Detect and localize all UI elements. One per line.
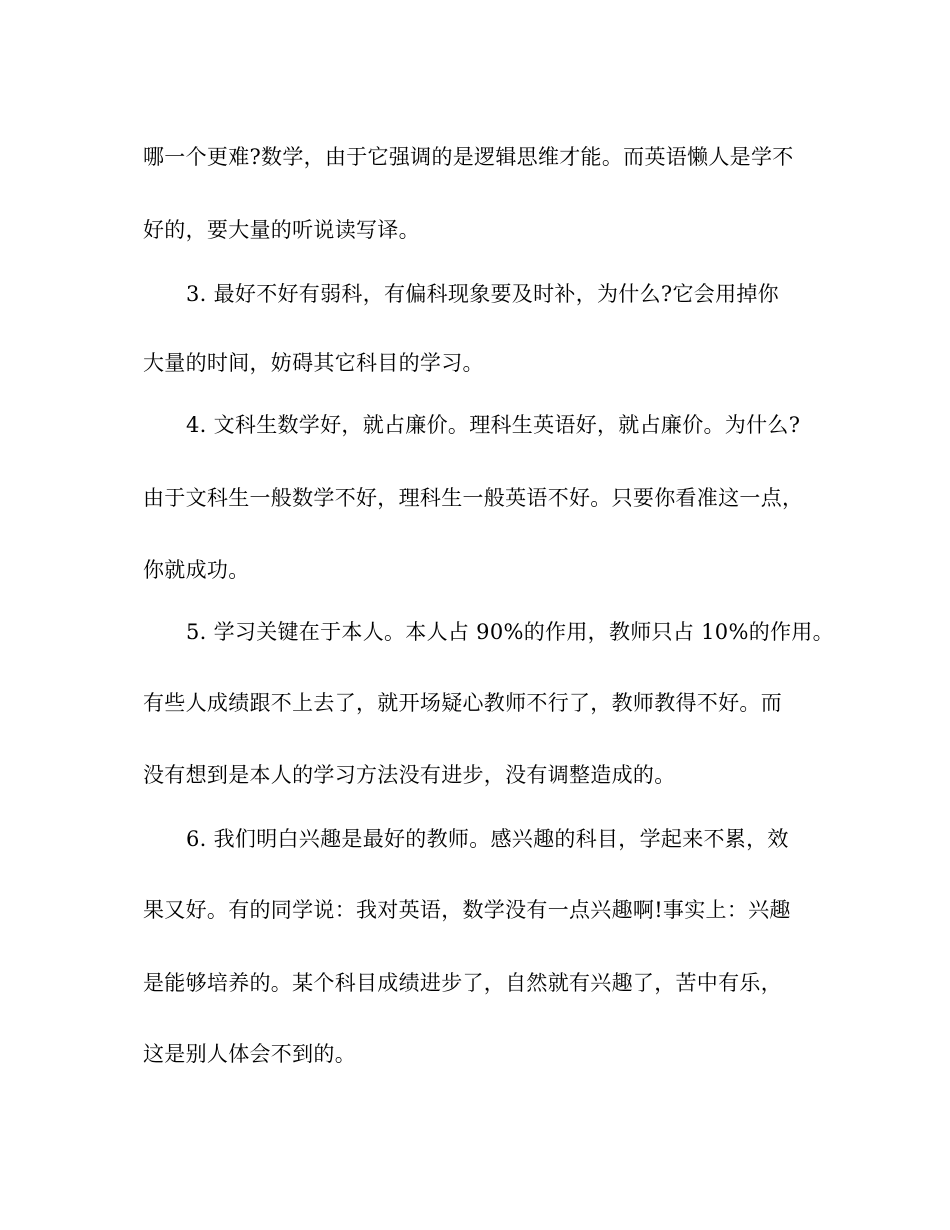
item-5-line-1: 5. 学习关键在于本人。本人占 90%的作用，教师只占 10%的作用。 — [186, 620, 834, 644]
item-5-line-2: 有些人成绩跟不上去了，就开场疑心教师不行了，教师教得不好。而 — [143, 691, 782, 715]
item-3-line-2: 大量的时间，妨碍其它科目的学习。 — [143, 351, 484, 375]
item-4-line-1: 4. 文科生数学好，就占廉价。理科生英语好，就占廉价。为什么? — [186, 413, 801, 437]
item-6-line-3: 是能够培养的。某个科目成绩进步了，自然就有兴趣了，苦中有乐， — [143, 971, 782, 995]
item-6-line-2: 果又好。有的同学说：我对英语，数学没有一点兴趣啊!事实上：兴趣 — [143, 898, 791, 922]
text-line-2: 好的，要大量的听说读写译。 — [143, 218, 420, 242]
item-5-line-3: 没有想到是本人的学习方法没有进步，没有调整造成的。 — [143, 763, 676, 787]
item-4-line-2: 由于文科生一般数学不好，理科生一般英语不好。只要你看准这一点， — [143, 486, 804, 510]
item-6-line-4: 这是别人体会不到的。 — [143, 1042, 356, 1066]
text-line-1: 哪一个更难?数学，由于它强调的是逻辑思维才能。而英语懒人是学不 — [143, 145, 794, 169]
item-6-line-1: 6. 我们明白兴趣是最好的教师。感兴趣的科目，学起来不累，效 — [186, 827, 789, 851]
item-3-line-1: 3. 最好不好有弱科，有偏科现象要及时补，为什么?它会用掉你 — [186, 282, 779, 306]
item-4-line-3: 你就成功。 — [143, 558, 250, 582]
